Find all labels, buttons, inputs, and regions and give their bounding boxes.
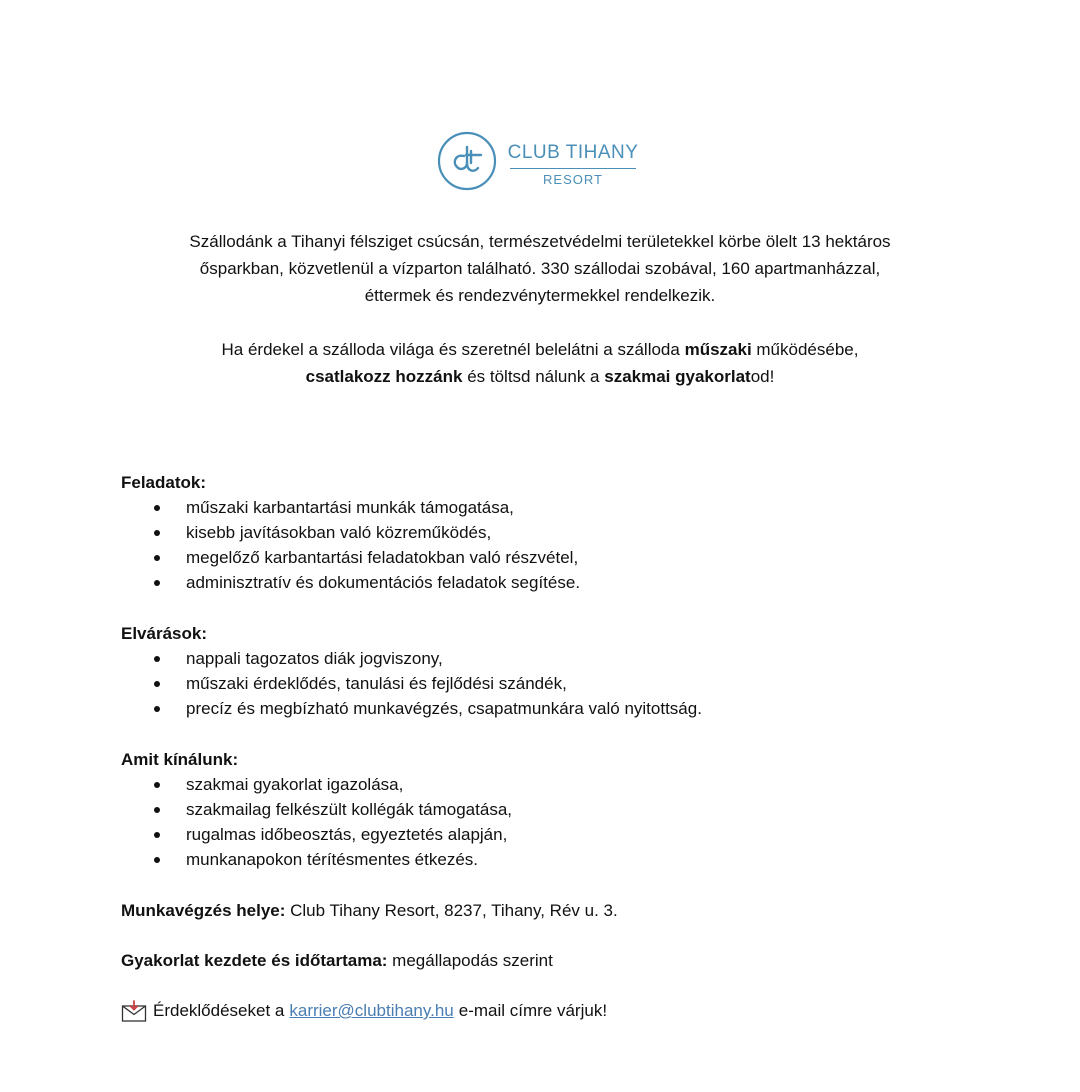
bullet-icon — [154, 505, 160, 511]
list-item — [121, 772, 1021, 797]
list-item-text: munkanapokon térítésmentes étkezés. — [186, 850, 478, 869]
logo-name: CLUB TIHANY — [507, 142, 639, 163]
intro-line: ősparkban, közvetlenül a vízparton található. 330 szállodai szobával, 160 apartmanházzal, — [199, 259, 881, 278]
envelope-icon — [121, 1000, 147, 1022]
list-item — [121, 495, 1021, 520]
requirements-title: Elvárások: — [121, 624, 207, 643]
contact-prefix: Érdeklődéseket a — [153, 1001, 285, 1020]
list-item — [121, 646, 1021, 671]
list-item — [121, 671, 1021, 696]
location-value: Club Tihany Resort, 8237, Tihany, Rév u. 3. — [285, 901, 618, 920]
bullet-icon — [154, 681, 160, 687]
intro-text: működésébe, — [751, 340, 859, 359]
tasks-list — [121, 495, 1021, 595]
list-item-text: műszaki karbantartási munkák támogatása, — [186, 498, 514, 517]
logo-divider — [510, 168, 636, 169]
bullet-icon — [154, 580, 160, 586]
bullet-icon — [154, 782, 160, 788]
intro-emphasis: szakmai gyakorlat — [604, 367, 751, 386]
logo — [420, 120, 652, 206]
bullet-icon — [154, 857, 160, 863]
list-item — [121, 797, 1021, 822]
intro-line: éttermek és rendezvénytermekkel rendelkezik. — [364, 286, 716, 305]
list-item — [121, 822, 1021, 847]
requirements-list — [121, 646, 1021, 721]
email-link[interactable]: karrier@clubtihany.hu — [289, 1001, 454, 1020]
location-line — [121, 898, 1021, 923]
list-item-text: megelőző karbantartási feladatokban való részvétel, — [186, 548, 579, 567]
intro — [80, 228, 1000, 390]
start-line — [121, 948, 1021, 973]
tasks-title: Feladatok: — [121, 473, 207, 492]
list-item — [121, 696, 1021, 721]
list-item — [121, 520, 1021, 545]
intro-paragraph-1 — [80, 228, 1000, 309]
list-item — [121, 847, 1021, 872]
bullet-icon — [154, 807, 160, 813]
ct-monogram-icon — [436, 130, 498, 192]
logo-subtitle: RESORT — [543, 172, 603, 187]
bullet-icon — [154, 530, 160, 536]
list-item-text: nappali tagozatos diák jogviszony, — [186, 649, 443, 668]
contact-suffix: e-mail címre várjuk! — [458, 1001, 608, 1020]
intro-text: od! — [750, 367, 775, 386]
intro-line: Szállodánk a Tihanyi félsziget csúcsán, természetvédelmi területekkel körbe ölelt 13 hektáros — [189, 232, 891, 251]
offer-list — [121, 772, 1021, 872]
intro-emphasis: csatlakozz hozzánk — [305, 367, 463, 386]
start-label: Gyakorlat kezdete és időtartama: — [121, 951, 388, 970]
intro-paragraph-2 — [80, 336, 1000, 390]
job-details — [121, 470, 1021, 1023]
logo-text — [502, 142, 644, 188]
contact-line — [121, 998, 1021, 1023]
intro-text: Ha érdekel a szálloda világa és szeretnél belelátni a szálloda — [221, 340, 685, 359]
offer-title: Amit kínálunk: — [121, 750, 239, 769]
list-item-text: kisebb javításokban való közreműködés, — [186, 523, 492, 542]
list-item-text: precíz és megbízható munkavégzés, csapatmunkára való nyitottság. — [186, 699, 702, 718]
bullet-icon — [154, 656, 160, 662]
start-value: megállapodás szerint — [387, 951, 553, 970]
list-item-text: rugalmas időbeosztás, egyeztetés alapján, — [186, 825, 508, 844]
list-item-text: adminisztratív és dokumentációs feladatok segítése. — [186, 573, 581, 592]
bullet-icon — [154, 832, 160, 838]
list-item — [121, 570, 1021, 595]
bullet-icon — [154, 706, 160, 712]
location-label: Munkavégzés helye: — [121, 901, 286, 920]
intro-text: és töltsd nálunk a — [462, 367, 605, 386]
list-item-text: szakmailag felkészült kollégák támogatása, — [186, 800, 512, 819]
intro-emphasis: műszaki — [684, 340, 752, 359]
list-item-text: szakmai gyakorlat igazolása, — [186, 775, 404, 794]
bullet-icon — [154, 555, 160, 561]
list-item — [121, 545, 1021, 570]
list-item-text: műszaki érdeklődés, tanulási és fejlődési szándék, — [186, 674, 567, 693]
